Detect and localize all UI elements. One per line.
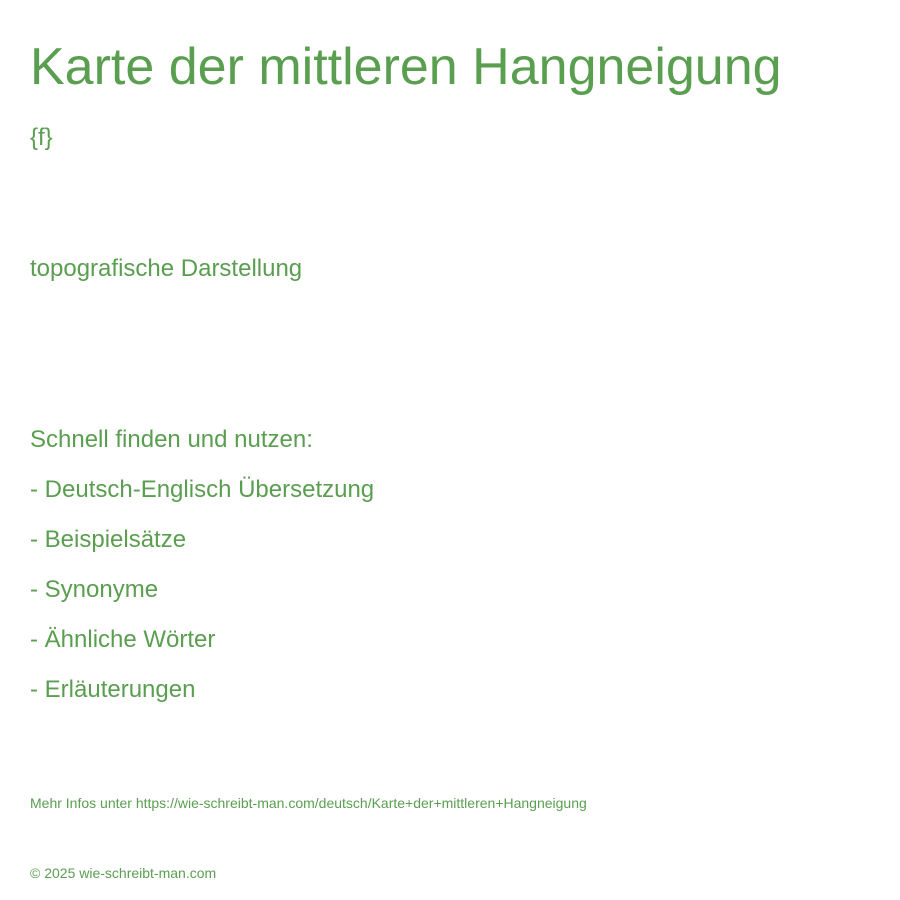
more-info-link[interactable]: Mehr Infos unter https://wie-schreibt-man.com/deutsch/Karte+der+mittleren+Hangneigung [30, 795, 587, 811]
definition-text: topografische Darstellung [30, 255, 303, 282]
feature-item-synonyms: - Synonyme [30, 576, 159, 603]
feature-item-example-sentences: - Beispielsätze [30, 526, 187, 553]
feature-item-explanations: - Erläuterungen [30, 676, 196, 703]
page-title: Karte der mittleren Hangneigung [30, 38, 782, 96]
feature-item-similar-words: - Ähnliche Wörter [30, 626, 216, 653]
grammatical-gender: {f} [30, 124, 53, 151]
features-list [30, 475, 374, 705]
features-section [30, 425, 374, 725]
features-heading: Schnell finden und nutzen: [30, 426, 313, 453]
copyright-notice: © 2025 wie-schreibt-man.com [30, 865, 217, 881]
feature-item-translation: - Deutsch-Englisch Übersetzung [30, 476, 375, 503]
